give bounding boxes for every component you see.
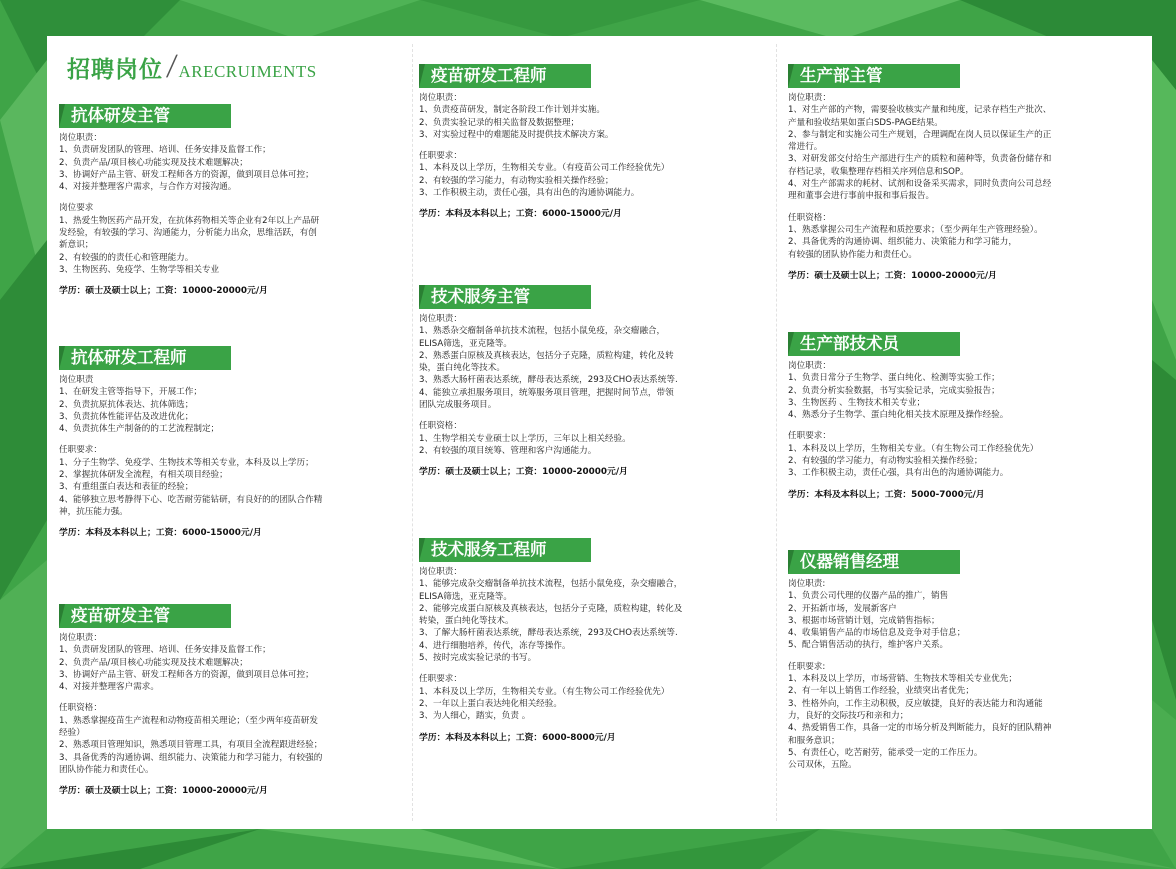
job-description: [419, 313, 764, 457]
job-salary: 学历：硕士及硕士以上；工资：10000-20000元/月: [59, 786, 268, 797]
job-description: [59, 132, 409, 276]
description-line: ELISA筛选，亚克隆等。: [419, 591, 512, 602]
description-line: 任职要求：: [59, 445, 102, 456]
description-line: 岗位职责：: [59, 633, 102, 643]
description-line: 2、参与制定和实施公司生产规划，合理调配在岗人员以保证生产的正: [788, 129, 1052, 140]
page-header: [67, 50, 317, 84]
job-section: [788, 550, 1143, 771]
paragraph-gap: [59, 435, 409, 444]
page-title: 招聘岗位: [67, 57, 163, 83]
job-description: [419, 566, 764, 723]
description-line: 3、负责抗体性能评估及改进优化；: [59, 411, 194, 422]
description-line: 5、有责任心，吃苦耐劳，能承受一定的工作压力。: [788, 747, 983, 758]
job-section: [419, 538, 764, 743]
description-line: 2、具备优秀的沟通协调、组织能力、决策能力和学习能力，: [788, 237, 1017, 248]
job-title-banner: 抗体研发工程师: [59, 346, 231, 370]
description-line: 任职要求：: [788, 431, 831, 442]
description-line: 3、协调好产品主管、研发工程师各方的资源，做到项目总体可控；: [59, 169, 314, 180]
description-line: 任职资格：: [59, 703, 102, 714]
description-line: 2、负责实验记录的相关监督及数据整理；: [419, 117, 580, 128]
description-line: 任职要求：: [419, 151, 462, 162]
job-title-banner: 生产部主管: [788, 64, 960, 88]
job-salary: 学历：本科及本科以上；工资：6000-8000元/月: [419, 732, 616, 743]
description-line: 1、负责公司代理的仪器产品的推广，销售: [788, 591, 949, 602]
job-title-banner: 仪器销售经理: [788, 550, 960, 574]
description-line: 1、本科及以上学历，市场营销、生物技术等相关专业优先；: [788, 674, 1017, 685]
job-description: [419, 92, 764, 199]
description-line: 1、分子生物学、免疫学、生物技术等相关专业，本科及以上学历；: [59, 457, 314, 468]
job-title-banner: 抗体研发主管: [59, 104, 231, 128]
description-line: 3、工作积极主动，责任心强，具有出色的沟通协调能力。: [788, 468, 1009, 479]
description-line: 任职要求:: [788, 661, 826, 672]
description-line: 转染，蛋白纯化等技术。: [419, 616, 514, 627]
job-section: [59, 604, 409, 796]
description-line: 1、熟悉杂交瘤制备单抗技术流程，包括小鼠免疫，杂交瘤融合，: [419, 326, 666, 337]
description-line: 2、有较强的学习能力，有动物实验相关操作经验；: [419, 175, 614, 186]
description-line: 任职资格：: [788, 212, 831, 223]
paragraph-gap: [59, 193, 409, 202]
job-description: [59, 632, 409, 776]
description-line: 1、热爱生物医药产品开发，在抗体药物相关等企业有2年以上产品研: [59, 215, 320, 226]
description-line: 3、熟悉大肠杆菌表达系统，酵母表达系统，293及CHO表达系统等.: [419, 375, 678, 386]
paragraph-gap: [419, 664, 764, 673]
description-line: 2、开拓新市场，发展新客户: [788, 603, 897, 614]
description-line: 1、负责疫苗研发，制定各阶段工作计划并实施。: [419, 105, 605, 116]
page-subtitle: ARECRUIMENTS: [178, 62, 317, 81]
description-line: 有较强的团队协作能力和责任心。: [788, 249, 917, 260]
description-line: 团队完成服务项目。: [419, 400, 497, 411]
description-line: 岗位职责: [59, 375, 94, 385]
description-line: 岗位职责：: [788, 93, 831, 103]
description-line: 2、有较强的项目统筹、管理和客户沟通能力。: [419, 445, 597, 456]
description-line: 2、掌握抗体研发全流程，有相关项目经验；: [59, 470, 228, 481]
job-salary: 学历：硕士及硕士以上；工资：10000-20000元/月: [59, 286, 268, 297]
description-line: 3、对研发部交付给生产部进行生产的质粒和菌种等，负责备份储存和: [788, 154, 1052, 165]
description-line: 任职要求：: [419, 674, 462, 685]
description-line: 4、负责抗体生产制备的的工艺流程制定；: [59, 424, 220, 435]
paragraph-gap: [788, 203, 1143, 212]
description-line: 1、能够完成杂交瘤制备单抗技术流程，包括小鼠免疫，杂交瘤融合，: [419, 579, 683, 590]
job-title-banner: 生产部技术员: [788, 332, 960, 356]
description-line: 3、协调好产品主管、研发工程师各方的资源，做到项目总体可控；: [59, 669, 314, 680]
description-line: 3、对实验过程中的难题能及时提供技术解决方案。: [419, 129, 614, 140]
description-line: 5、按时完成实验记录的书写。: [419, 653, 537, 664]
paragraph-gap: [419, 411, 764, 420]
job-section: [419, 285, 764, 477]
description-line: 4、热爱销售工作，具备一定的市场分析及判断能力，良好的团队精神: [788, 723, 1052, 734]
job-description: [788, 578, 1143, 771]
description-line: 新意识；: [59, 240, 94, 251]
description-line: 存档记录，收集整理存档相关序列信息和SOP。: [788, 166, 969, 177]
description-line: 和服务意识；: [788, 735, 840, 746]
description-line: 产量和验收结果如蛋白SDS-PAGE结果。: [788, 117, 943, 128]
description-line: 4、能独立承担服务项目，统筹服务项目管理，把握时间节点，带领: [419, 387, 674, 398]
job-salary: 学历：硕士及硕士以上；工资：10000-20000元/月: [788, 270, 997, 281]
description-line: 4、对接并整理客户需求，与合作方对接沟通。: [59, 182, 237, 193]
description-line: 团队协作能力和责任心。: [59, 764, 154, 775]
description-line: 3、具备优秀的沟通协调、组织能力、决策能力和学习能力，有较强的: [59, 752, 323, 763]
job-section: [419, 64, 764, 219]
paragraph-gap: [788, 421, 1143, 430]
description-line: 2、负责产品/项目核心功能实现及技术难题解决；: [59, 157, 248, 168]
description-line: 2、负责抗原抗体表达、抗体筛选；: [59, 399, 194, 410]
description-line: 1、本科及以上学历，生物相关专业。（有生物公司工作经验优先）: [788, 443, 1039, 454]
description-line: 1、熟悉掌握公司生产流程和质控要求；（至少两年生产管理经验）。: [788, 224, 1043, 235]
paragraph-gap: [59, 693, 409, 702]
description-line: ELISA筛选，亚克隆等。: [419, 338, 512, 349]
job-salary: 学历：硕士及硕士以上；工资：10000-20000元/月: [419, 467, 628, 478]
job-description: [59, 374, 409, 518]
description-line: 2、有一年以上销售工作经验，业绩突出者优先；: [788, 686, 974, 697]
description-line: 2、熟悉项目管理知识，熟悉项目管理工具，有项目全流程跟进经验；: [59, 740, 323, 751]
description-line: 3、了解大肠杆菌表达系统，酵母表达系统，293及CHO表达系统等.: [419, 628, 678, 639]
description-line: 2、熟悉蛋白原核及真核表达，包括分子克隆，质粒构建，转化及转: [419, 350, 674, 361]
description-line: 3、有重组蛋白表达和表征的经验；: [59, 482, 194, 493]
description-line: 常进行。: [788, 142, 823, 153]
description-line: 岗位职责:: [788, 579, 826, 589]
description-line: 3、生物医药、免疫学、生物学等相关专业: [59, 264, 220, 275]
description-line: 1、本科及以上学历，生物相关专业。（有生物公司工作经验优先）: [419, 686, 670, 697]
description-line: 任职资格：: [419, 421, 462, 432]
column-divider: [776, 44, 777, 821]
job-description: [788, 92, 1143, 261]
description-line: 染，蛋白纯化等技术。: [419, 363, 505, 374]
job-description: [788, 360, 1143, 480]
job-title-banner: 疫苗研发工程师: [419, 64, 591, 88]
description-line: 岗位职责：: [419, 567, 462, 577]
description-line: 岗位职责：: [59, 133, 102, 143]
description-line: 3、根据市场营销计划，完成销售指标；: [788, 615, 940, 626]
job-salary: 学历：本科及本科以上；工资：5000-7000元/月: [788, 489, 985, 500]
paragraph-gap: [788, 652, 1143, 661]
description-line: 神，抗压能力强。: [59, 506, 128, 517]
slash-decoration: /: [165, 48, 179, 85]
description-line: 4、收集销售产品的市场信息及竞争对手信息；: [788, 628, 966, 639]
description-line: 公司双休，五险。: [788, 760, 857, 771]
description-line: 3、生物医药 、生物技术相关专业；: [788, 397, 926, 408]
description-line: 3、工作积极主动，责任心强，具有出色的沟通协调能力。: [419, 188, 640, 199]
description-line: 4、对接并整理客户需求。: [59, 682, 159, 693]
description-line: 1、在研发主管等指导下，开展工作；: [59, 387, 202, 398]
description-line: 2、有较强的学习能力，有动物实验相关操作经验；: [788, 456, 983, 467]
description-line: 1、对生产部的产物，需要验收核实产量和纯度，记录存档生产批次、: [788, 105, 1052, 116]
description-line: 1、本科及以上学历，生物相关专业。（有疫苗公司工作经验优先）: [419, 163, 670, 174]
column-divider: [412, 44, 413, 821]
description-line: 4、能够独立思考静得下心、吃苦耐劳能钻研，有良好的的团队合作精: [59, 494, 323, 505]
description-line: 1、负责研发团队的管理、培训、任务安排及监督工作；: [59, 145, 271, 156]
description-line: 经验）: [59, 728, 85, 739]
description-line: 1、生物学相关专业硕士以上学历，三年以上相关经验。: [419, 433, 631, 444]
description-line: 2、有较强的的责任心和管理能力。: [59, 252, 194, 263]
description-line: 2、能够完成蛋白原核及真核表达，包括分子克隆，质粒构建，转化及: [419, 603, 683, 614]
description-line: 4、进行细胞培养，传代，冻存等操作。: [419, 640, 571, 651]
description-line: 发经验，有较强的学习、沟通能力，分析能力出众，思维活跃，有创: [59, 228, 317, 239]
description-line: 1、负责研发团队的管理、培训、任务安排及监督工作；: [59, 645, 271, 656]
description-line: 5、配合销售活动的执行，维护客户关系。: [788, 640, 949, 651]
description-line: 3、性格外向，工作主动积极，反应敏捷，良好的表达能力和沟通能: [788, 698, 1043, 709]
description-line: 岗位职责：: [419, 93, 462, 103]
job-section: [59, 104, 409, 296]
job-title-banner: 技术服务主管: [419, 285, 591, 309]
job-section: [788, 64, 1143, 281]
paragraph-gap: [419, 141, 764, 150]
job-title-banner: 疫苗研发主管: [59, 604, 231, 628]
description-line: 1、负责日常分子生物学、蛋白纯化、检测等实验工作；: [788, 373, 1000, 384]
description-line: 2、负责分析实验数据，书写实验记录，完成实验报告；: [788, 385, 1000, 396]
job-salary: 学历：本科及本科以上；工资：6000-15000元/月: [59, 528, 262, 539]
description-line: 2、负责产品/项目核心功能实现及技术难题解决；: [59, 657, 248, 668]
description-line: 4、对生产部需求的耗材、试剂和设备采买需求，同时负责向公司总经: [788, 179, 1052, 190]
job-salary: 学历：本科及本科以上；工资：6000-15000元/月: [419, 209, 622, 220]
description-line: 3、为人细心，踏实，负责 。: [419, 711, 531, 722]
description-line: 2、一年以上蛋白表达纯化相关经验。: [419, 698, 562, 709]
job-section: [788, 332, 1143, 500]
description-line: 力，良好的交际技巧和亲和力；: [788, 710, 909, 721]
description-line: 1、熟悉掌握疫苗生产流程和动物疫苗相关理论；（至少两年疫苗研发: [59, 715, 318, 726]
job-section: [59, 346, 409, 538]
recruitment-flyer: [47, 36, 1152, 829]
description-line: 理和董事会进行事前申报和事后报告。: [788, 191, 935, 202]
description-line: 4、熟悉分子生物学、蛋白纯化相关技术原理及操作经验。: [788, 410, 1009, 421]
description-line: 岗位要求: [59, 203, 94, 214]
description-line: 岗位职责：: [419, 314, 462, 324]
job-title-banner: 技术服务工程师: [419, 538, 591, 562]
description-line: 岗位职责：: [788, 361, 831, 371]
